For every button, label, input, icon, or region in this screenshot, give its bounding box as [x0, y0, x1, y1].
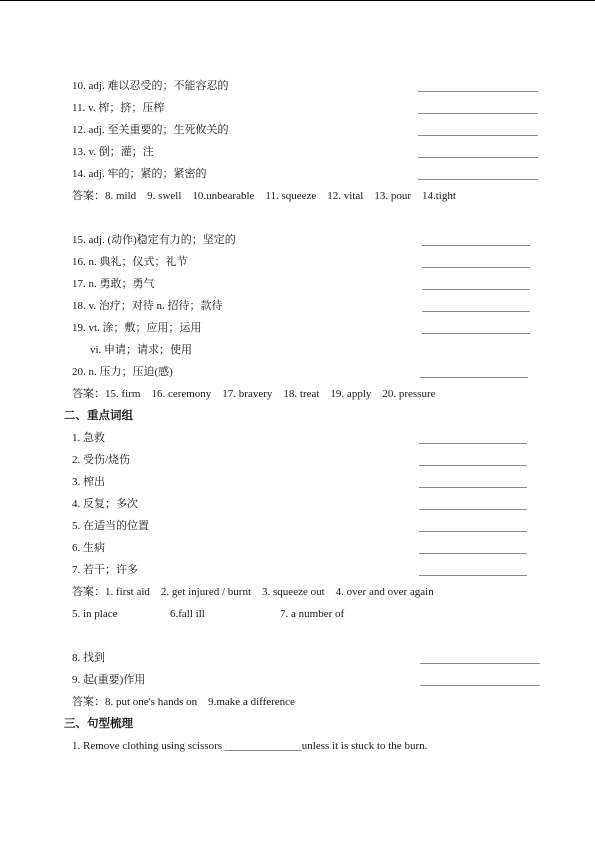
vocab-item-18: 18. v. 治疗；对待 n. 招待；款待: [72, 300, 223, 312]
phrase-item-5: 5. 在适当的位置: [72, 520, 149, 532]
vocab-item-15: 15. adj. (动作)稳定有力的；坚定的: [72, 234, 236, 246]
phrase-blank-5[interactable]: [419, 531, 527, 532]
vocab-item-11: 11. v. 榨；挤；压榨: [72, 102, 165, 114]
vocab-item-10: 10. adj. 难以忍受的；不能容忍的: [72, 80, 229, 92]
vocab-item-14: 14. adj. 牢的；紧的；紧密的: [72, 168, 207, 180]
vocab-item-20: 20. n. 压力；压迫(感): [72, 366, 173, 378]
phrase-blank-9[interactable]: [420, 685, 540, 686]
vocab-item-17: 17. n. 勇敢；勇气: [72, 278, 155, 290]
answer-key-2: 答案：15. firm 16. ceremony 17. bravery 18. treat 19. apply 20. pressure: [72, 388, 436, 400]
answer-blank-10[interactable]: [418, 91, 538, 92]
answer-key-phrase-6: 6.fall ill: [170, 608, 205, 620]
vocab-item-16: 16. n. 典礼；仪式；礼节: [72, 256, 188, 268]
sentences-heading: 三、句型梳理: [64, 718, 133, 730]
phrase-item-9: 9. 起(重要)作用: [72, 674, 146, 686]
answer-key-phrases-1: 答案：1. first aid 2. get injured / burnt 3. squeeze out 4. over and over again: [72, 586, 434, 598]
sentence-item-1: [72, 739, 427, 753]
phrase-item-4: 4. 反复；多次: [72, 498, 138, 510]
phrase-blank-8[interactable]: [420, 663, 540, 664]
sentence-1-blank[interactable]: ______________: [224, 740, 302, 752]
answer-blank-18[interactable]: [422, 311, 530, 312]
phrase-item-7: 7. 若干；许多: [72, 564, 138, 576]
sentence-1-end: unless it is stuck to the burn.: [301, 740, 428, 752]
page-top-rule: [0, 0, 595, 1]
phrase-blank-6[interactable]: [419, 553, 527, 554]
phrase-item-1: 1. 急救: [72, 432, 105, 444]
phrase-item-8: 8. 找到: [72, 652, 105, 664]
phrase-blank-7[interactable]: [419, 575, 527, 576]
answer-key-phrases-2: 答案：8. put one's hands on 9.make a difference: [72, 696, 295, 708]
answer-blank-11[interactable]: [418, 113, 538, 114]
answer-blank-20[interactable]: [420, 377, 528, 378]
vocab-item-19: 19. vt. 涂；敷；应用；运用: [72, 322, 202, 334]
phrase-item-3: 3. 榨出: [72, 476, 105, 488]
answer-blank-13[interactable]: [418, 157, 538, 158]
sentence-1-start: 1. Remove clothing using scissors: [72, 740, 225, 752]
answer-blank-14[interactable]: [418, 179, 538, 180]
phrase-blank-3[interactable]: [419, 487, 527, 488]
answer-blank-15[interactable]: [422, 245, 530, 246]
answer-blank-17[interactable]: [422, 289, 530, 290]
phrase-item-6: 6. 生病: [72, 542, 105, 554]
phrase-blank-2[interactable]: [419, 465, 527, 466]
answer-blank-12[interactable]: [418, 135, 538, 136]
phrase-blank-4[interactable]: [419, 509, 527, 510]
answer-key-phrase-7: 7. a number of: [280, 608, 345, 620]
phrase-item-2: 2. 受伤/烧伤: [72, 454, 131, 466]
vocab-item-13: 13. v. 倒；灌；注: [72, 146, 154, 158]
answer-key-1: 答案：8. mild 9. swell 10.unbearable 11. squeeze 12. vital 13. pour 14.tight: [72, 190, 456, 202]
answer-blank-16[interactable]: [422, 267, 530, 268]
answer-blank-19[interactable]: [422, 333, 530, 334]
phrases-heading: 二、重点词组: [64, 410, 133, 422]
vocab-item-12: 12. adj. 至关重要的；生死攸关的: [72, 124, 229, 136]
vocab-item-19-vi: vi. 申请；请求；使用: [90, 344, 193, 356]
phrase-blank-1[interactable]: [419, 443, 527, 444]
answer-key-phrase-5: 5. in place: [72, 608, 118, 620]
